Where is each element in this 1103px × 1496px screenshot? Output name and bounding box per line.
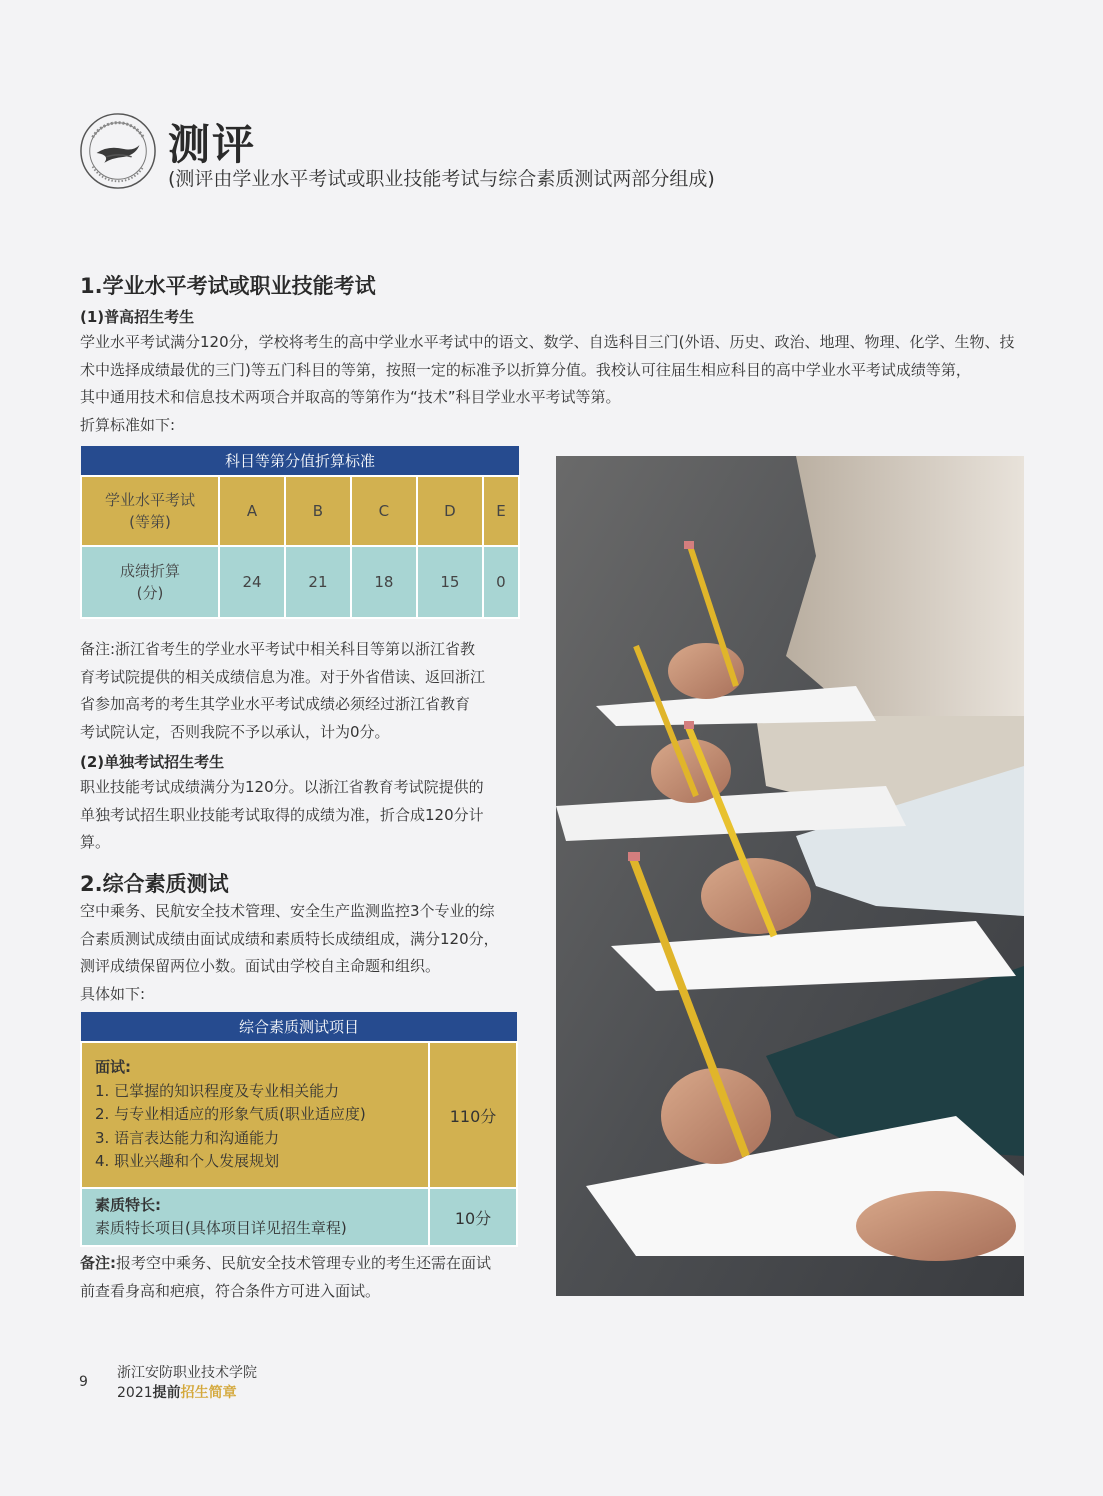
section2-note: 备注:报考空中乘务、民航安全技术管理专业的考生还需在面试 前查看身高和疤痕，符合条件方可进入面试。 bbox=[80, 1254, 492, 1300]
exam-photo bbox=[556, 456, 1024, 1296]
footer-brochure-title: 2021提前招生简章 bbox=[117, 1385, 237, 1401]
score-cell: 18 bbox=[351, 546, 417, 618]
section2-heading: 2.综合素质测试 bbox=[80, 872, 229, 896]
talent-desc: 素质特长项目(具体项目详见招生章程) bbox=[95, 1219, 347, 1237]
grade-cell: E bbox=[483, 476, 519, 546]
note-label: 备注: bbox=[80, 1254, 116, 1272]
section1-heading: 1.学业水平考试或职业技能考试 bbox=[80, 274, 376, 298]
section1-sub2: (2)单独考试招生考生 bbox=[80, 753, 225, 771]
paragraph-line: 术中选择成绩最优的三门)等五门科目的等第，按照一定的标准予以折算分值。我校认可往届生相应科目的高中学业水平考试成绩等第， bbox=[80, 360, 971, 379]
page-subtitle: (测评由学业水平考试或职业技能考试与综合素质测试两部分组成) bbox=[168, 168, 715, 190]
grade-cell: C bbox=[351, 476, 417, 546]
section1-sub2-paragraph: 职业技能考试成绩满分为120分。以浙江省教育考试院提供的 单独考试招生职业技能考试取得的成绩为准，折合成120分计 算。 bbox=[80, 778, 484, 851]
table-intro: 折算标准如下: bbox=[80, 415, 176, 434]
row-label: 学业水平考试 (等第) bbox=[81, 476, 219, 546]
talent-cell bbox=[81, 1188, 429, 1246]
table-title: 科目等第分值折算标准 bbox=[81, 446, 519, 476]
school-logo bbox=[79, 112, 157, 190]
score-cell: 0 bbox=[483, 546, 519, 618]
interview-item: 4. 职业兴趣和个人发展规划 bbox=[95, 1152, 280, 1171]
footer-school-name: 浙江安防职业技术学院 bbox=[117, 1365, 257, 1381]
table-row bbox=[81, 476, 519, 546]
score-cell: 15 bbox=[417, 546, 483, 618]
section1-paragraph bbox=[80, 329, 1040, 439]
section2-paragraph: 空中乘务、民航安全技术管理、安全生产监测监控3个专业的综 合素质测试成绩由面试成绩和素质特长成绩组成，满分120分， 测评成绩保留两位小数。面试由学校自主命题和组织。 具体如下: bbox=[80, 902, 499, 1003]
interview-title: 面试: bbox=[95, 1058, 131, 1077]
grade-cell: A bbox=[219, 476, 285, 546]
score-cell: 24 bbox=[219, 546, 285, 618]
table-row bbox=[81, 1188, 517, 1246]
interview-item: 1. 已掌握的知识程度及专业相关能力 bbox=[95, 1081, 340, 1100]
paragraph-line: 其中通用技术和信息技术两项合并取高的等第作为“技术”科目学业水平考试等第。 bbox=[80, 388, 621, 406]
quality-test-table bbox=[80, 1012, 518, 1247]
interview-item: 3. 语言表达能力和沟通能力 bbox=[95, 1128, 280, 1147]
table-row bbox=[81, 1042, 517, 1188]
section1-sub1: (1)普高招生考生 bbox=[80, 308, 195, 326]
row-label: 成绩折算 (分) bbox=[81, 546, 219, 618]
table-title: 综合素质测试项目 bbox=[81, 1012, 517, 1042]
talent-score: 10分 bbox=[429, 1188, 517, 1246]
page-number: 9 bbox=[79, 1374, 88, 1390]
talent-title: 素质特长: bbox=[95, 1195, 161, 1214]
interview-item: 2. 与专业相适应的形象气质(职业适应度) bbox=[95, 1105, 366, 1124]
grade-conversion-table bbox=[80, 446, 520, 619]
table-row bbox=[81, 546, 519, 618]
section1-note: 备注:浙江省考生的学业水平考试中相关科目等第以浙江省教 育考试院提供的相关成绩信息为准。对于外省借读、返回浙江 省参加高考的考生其学业水平考试成绩必须经过浙江省教育 考试院认定，否则我院不予以承认，计为0分。 bbox=[80, 640, 486, 741]
interview-cell bbox=[81, 1042, 429, 1188]
paragraph-line: 学业水平考试满分120分，学校将考生的高中学业水平考试中的语文、数学、自选科目三门(外语、历史、政治、地理、物理、化学、生物、技 bbox=[80, 333, 1015, 351]
grade-cell: B bbox=[285, 476, 351, 546]
score-cell: 21 bbox=[285, 546, 351, 618]
interview-score: 110分 bbox=[429, 1042, 517, 1188]
grade-cell: D bbox=[417, 476, 483, 546]
page-title: 测评 bbox=[168, 120, 257, 169]
